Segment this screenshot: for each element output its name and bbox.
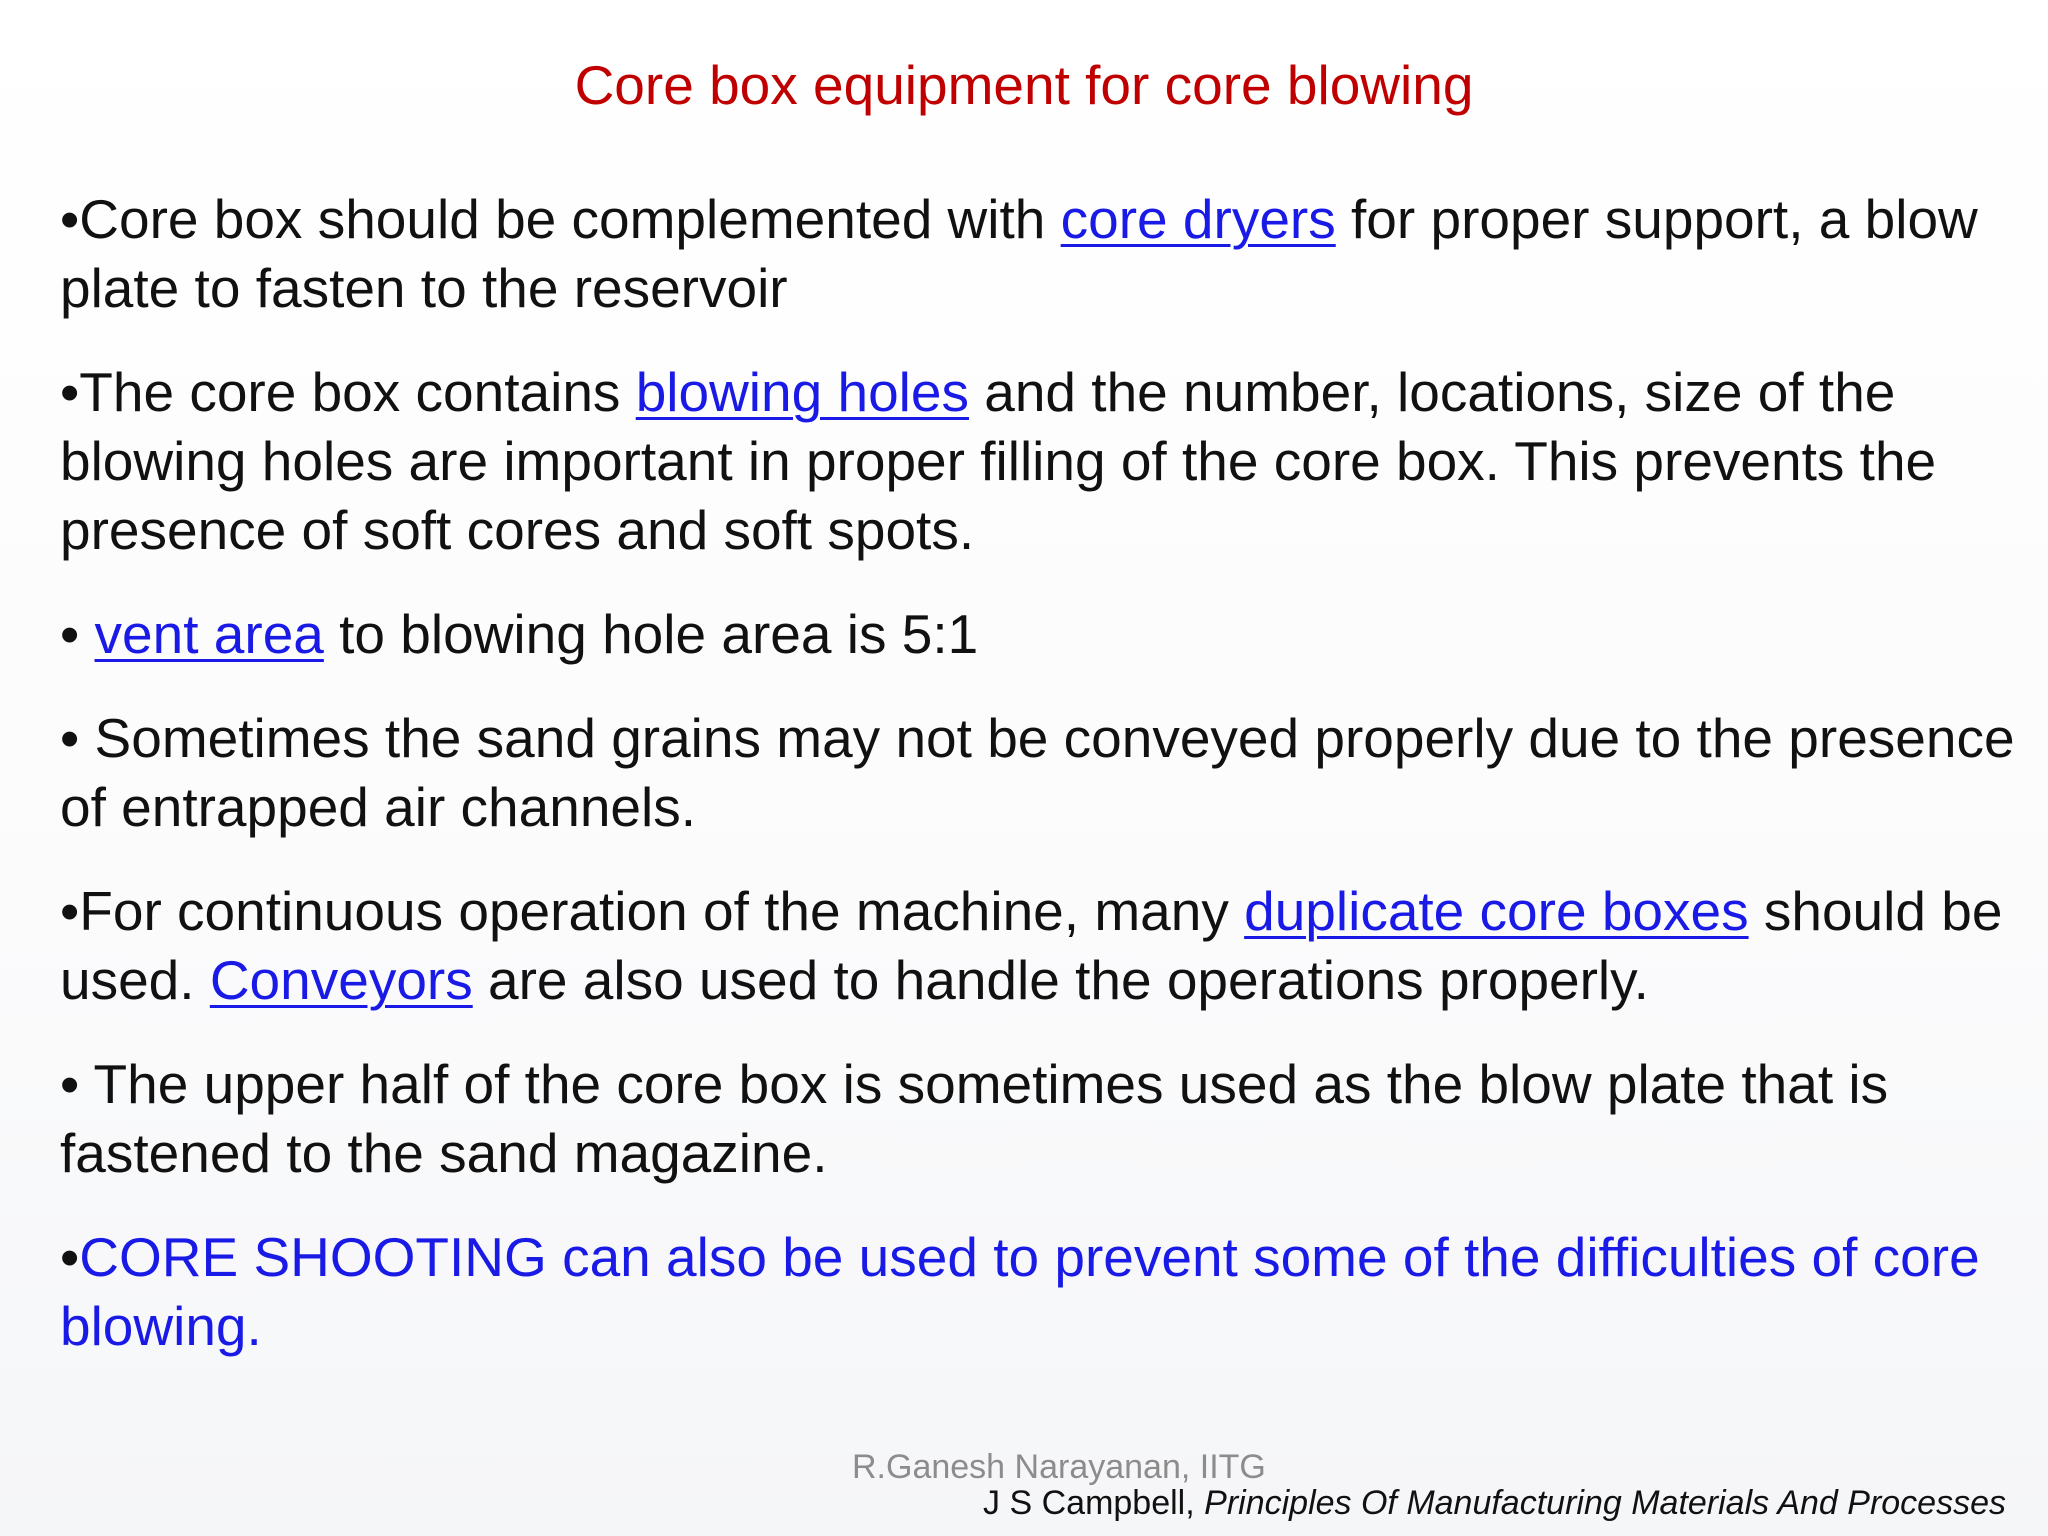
bullet-core-shooting <box>60 1223 2020 1361</box>
bullet-marker: • <box>60 188 80 250</box>
bullet-text: The core box contains <box>79 361 636 423</box>
bullet-duplicate-core-boxes <box>60 877 2020 1015</box>
bullet-text: for proper support, a blow plate to fasten to the reservoir <box>60 188 1978 319</box>
reference-author: J S Campbell, <box>983 1484 1205 1522</box>
footer-author: R.Ganesh Narayanan, IITG <box>852 1448 1266 1486</box>
bullet-text: are also used to handle the operations properly. <box>472 949 1649 1011</box>
core-shooting-text: CORE SHOOTING can also be used to prevent some of the difficulties of core blowing. <box>60 1226 1980 1357</box>
bullet-vent-area <box>60 600 2020 669</box>
bullet-upper-half <box>60 1050 2020 1188</box>
reference-book-title: Principles Of Manufacturing Materials And Processes <box>1204 1484 2006 1522</box>
bullet-marker: • <box>60 1226 80 1288</box>
bullet-text: The upper half of the core box is sometimes used as the blow plate that is fastened to the sand magazine. <box>60 1053 1889 1184</box>
bullet-marker: • <box>60 361 80 423</box>
core-dryers-link[interactable]: core dryers <box>1060 188 1336 250</box>
footer-reference <box>983 1484 2006 1523</box>
duplicate-core-boxes-link[interactable]: duplicate core boxes <box>1244 880 1749 942</box>
slide-body <box>60 185 2020 1396</box>
blowing-holes-link[interactable]: blowing holes <box>635 361 969 423</box>
bullet-text: to blowing hole area is 5:1 <box>323 603 979 665</box>
bullet-marker: • <box>60 603 95 665</box>
conveyors-link[interactable]: Conveyors <box>209 949 473 1011</box>
bullet-text: For continuous operation of the machine, many <box>79 880 1245 942</box>
slide-title: Core box equipment for core blowing <box>574 54 1474 116</box>
bullet-sand-grains <box>60 704 2020 842</box>
bullet-marker: • <box>60 707 95 769</box>
bullet-text: and the number, locations, size of the blowing holes are important in proper filling of the core box. This prevents the presence of soft cores and soft spots. <box>60 361 1937 561</box>
bullet-marker: • <box>60 880 80 942</box>
bullet-blowing-holes <box>60 358 2020 565</box>
bullet-core-dryers <box>60 185 2020 323</box>
bullet-marker: • <box>60 1053 94 1115</box>
bullet-text: Core box should be complemented with <box>79 188 1061 250</box>
bullet-text: should be used. <box>60 880 2003 1011</box>
vent-area-link[interactable]: vent area <box>94 603 324 665</box>
bullet-text: Sometimes the sand grains may not be conveyed properly due to the presence of entrapped air channels. <box>60 707 2015 838</box>
